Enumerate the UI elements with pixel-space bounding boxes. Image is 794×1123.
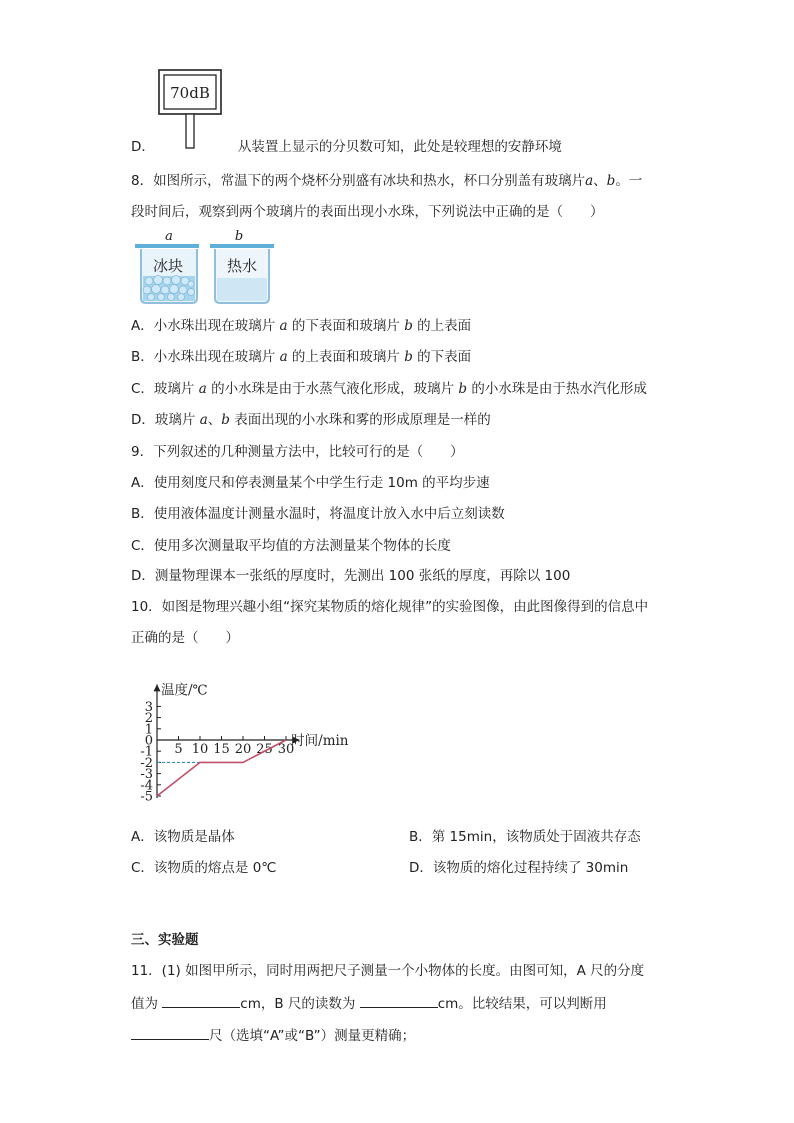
q8-stem-text: 8．如图所示，常温下的两个烧杯分别盛有冰块和热水，杯口分别盖有玻璃片 [131,173,586,189]
q8-sep: 、 [593,173,607,189]
q8-glass-a: a [585,173,594,189]
q8c-t5: 的小水珠是由于热水汽化形成 [467,381,647,397]
beaker-hot-water-label: 热水 [226,257,258,275]
y-tick-label: -3 [140,767,153,783]
q8c-t4: b [458,381,468,397]
beaker-hot-water [215,249,269,303]
answer-blank-2[interactable] [360,993,438,1008]
q8-stem-line2: 段时间后，观察到两个玻璃片的表面出现小水珠，下列说法中正确的是（ ） [131,204,604,220]
beaker-a-glass-label: a [165,229,173,244]
q11-line1: 11．(1) 如图甲所示，同时用两把尺子测量一个小物体的长度。由图可知，A 尺的分度 [131,963,645,979]
q9-option-a: A．使用刻度尺和停表测量某个中学生行走 10m 的平均步速 [131,475,490,491]
y-tick-label: 2 [144,711,153,727]
q9-option-d: D．测量物理课本一张纸的厚度时，先测出 100 张纸的厚度，再除以 100 [131,568,571,584]
answer-blank-3[interactable] [131,1025,209,1040]
beaker-ice [141,249,197,303]
q11-text-a: 值为 [131,996,163,1012]
q10-option-d: D．该物质的熔化过程持续了 30min [409,860,629,876]
x-axis-label: 时间/min [291,733,349,749]
q8a-t3: 的下表面和玻璃片 [287,318,405,334]
y-tick-label: 3 [144,699,153,715]
q8-stem-end: 。一 [615,173,643,189]
q11-text-c: cm。比较结果，可以判断用 [437,996,607,1012]
melting-curve-chart [125,660,385,810]
q8a-t5: 的上表面 [412,318,472,334]
beaker-ice-label: 冰块 [152,257,184,275]
q8d-t2: a [199,412,208,428]
y-axis-arrow [154,684,161,691]
q8-glass-b: b [606,173,616,189]
q8a-t4: b [404,318,413,334]
q8d-t4: b [221,412,230,428]
q8b-t1: B．小水珠出现在玻璃片 [131,349,280,365]
q8c-t3: 的小水珠是由于水蒸气液化形成，玻璃片 [206,381,459,397]
q8d-t5: 表面出现的小水珠和雾的形成原理是一样的 [229,412,491,428]
q8-option-b [131,348,471,366]
q9-option-b: B．使用液体温度计测量水温时，将温度计放入水中后立刻读数 [131,506,505,522]
q11-text-b: cm，B 尺的读数为 [240,996,360,1012]
answer-blank-1[interactable] [162,993,240,1008]
q10-option-c: C．该物质的熔点是 0℃ [131,860,277,876]
y-tick-label: -2 [140,755,153,771]
q10-option-a: A．该物质是晶体 [131,829,235,845]
glass-plate-a [135,244,199,248]
y-tick-label: -4 [140,778,153,794]
q11-text-d: 尺（选填“A”或“B”）测量更精确； [209,1028,416,1044]
x-tick-label: 10 [191,742,209,757]
glass-plate-b [210,244,274,248]
q8-option-a [131,317,471,335]
section-title: 三、实验题 [131,932,199,948]
q8-option-c [131,380,647,398]
q9-option-c: C．使用多次测量取平均值的方法测量某个物体的长度 [131,538,451,554]
y-tick-label: 0 [144,733,153,749]
x-tick-label: 5 [174,742,183,757]
q8a-t2: a [279,318,288,334]
q10-stem-line1: 10．如图是物理兴趣小组“探究某物质的熔化规律”的实验图像，由此图像得到的信息中 [131,599,649,615]
q7-option-d [131,138,562,156]
q10-option-b: B．第 15min，该物质处于固液共存态 [409,829,641,845]
x-tick-label: 20 [234,742,252,757]
q8c-t2: a [198,381,207,397]
x-tick-label: 25 [256,742,273,757]
q8b-t5: 的下表面 [412,349,472,365]
q8c-t1: C．玻璃片 [131,381,199,397]
beakers-figure [132,228,282,306]
y-tick-label: -1 [140,744,153,760]
q8b-t3: 的上表面和玻璃片 [287,349,405,365]
q10-stem-line2: 正确的是（ ） [131,630,239,646]
x-tick-label: 15 [213,742,230,757]
y-tick-label: 1 [144,722,153,738]
beaker-b-glass-label: b [234,229,244,244]
y-axis-label: 温度/℃ [161,682,208,699]
q7-option-d-label: D． [131,139,155,155]
q11-line3 [131,1025,415,1045]
q8b-t4: b [404,349,413,365]
q8-stem-line1 [131,172,642,190]
y-tick-label: -5 [140,789,153,805]
decibel-reading: 70dB [170,84,210,102]
x-tick-label: 30 [277,742,295,757]
q8-option-d [131,411,491,429]
q8d-t3: 、 [207,412,222,428]
q9-stem: 9．下列叙述的几种测量方法中，比较可行的是（ ） [131,444,464,460]
q8d-t1: D．玻璃片 [131,412,200,428]
q8a-t1: A．小水珠出现在玻璃片 [131,318,280,334]
q11-line2 [131,993,607,1013]
q7-option-d-text: 从装置上显示的分贝数可知，此处是较理想的安静环境 [237,139,562,155]
q8b-t2: a [279,349,288,365]
